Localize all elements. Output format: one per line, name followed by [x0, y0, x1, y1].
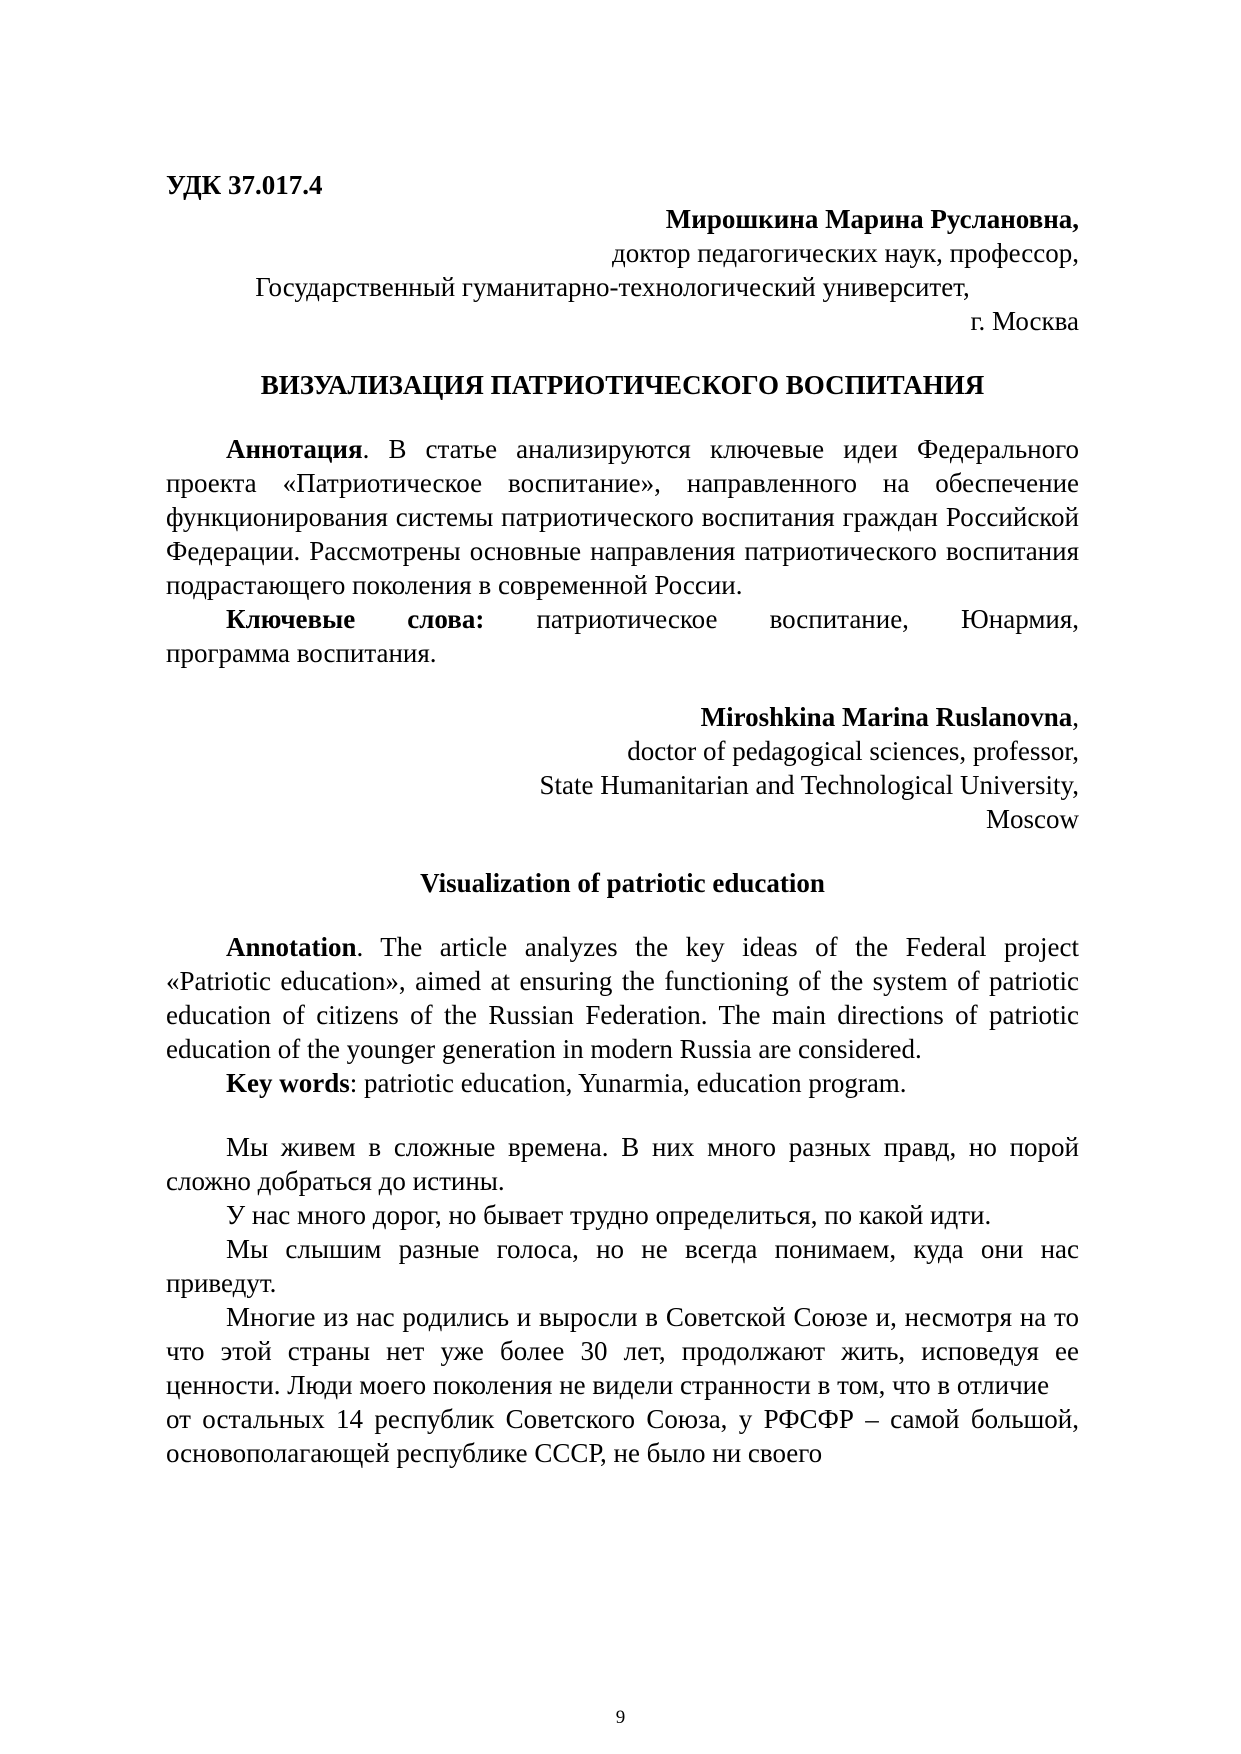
ru-keywords-line1: патриотическое воспитание, Юнармия,	[536, 604, 1080, 634]
en-annotation	[166, 930, 1079, 1066]
en-author-name: Miroshkina Marina Ruslanovna	[700, 702, 1073, 732]
en-keywords-label: Key words	[226, 1068, 350, 1098]
en-author-degree: doctor of pedagogical sciences, professor,	[627, 736, 1079, 766]
en-author-block	[166, 700, 1079, 836]
en-author-name-line	[166, 700, 1079, 734]
ru-keywords-label: Ключевые слова:	[226, 604, 485, 634]
en-annotation-label: Annotation	[226, 932, 357, 962]
page-number: 9	[615, 1707, 626, 1728]
udk-code: УДК 37.017.4	[166, 170, 323, 200]
en-author-comma: ,	[1072, 702, 1079, 732]
en-author-university: State Humanitarian and Technological University,	[539, 770, 1079, 800]
body-paragraph-3: Мы слышим разные голоса, но не всегда понимаем, куда они нас приведут.	[166, 1234, 1079, 1298]
ru-annotation-label: Аннотация	[226, 434, 363, 464]
body-paragraph-5: от остальных 14 республик Советского Союза, у РФСФР – самой большой, основополагающей республике СССР, не было ни своего	[166, 1404, 1079, 1468]
ru-annotation	[166, 432, 1079, 602]
en-annotation-text: . The article analyzes the key ideas of the Federal project «Patriotic education», aimed at ensuring the functioning of the system of patriotic education of citizens of the Russian Federation. The main directions of patriotic education of the younger generation in modern Russia are considered.	[166, 932, 1079, 1064]
en-keywords	[166, 1066, 1079, 1100]
ru-article-title: ВИЗУАЛИЗАЦИЯ ПАТРИОТИЧЕСКОГО ВОСПИТАНИЯ	[260, 370, 985, 400]
ru-keywords-line2: программа воспитания.	[166, 638, 437, 668]
en-author-city: Moscow	[986, 804, 1079, 834]
body-paragraph-4: Многие из нас родились и выросли в Советской Союзе и, несмотря на то что этой страны нет уже более 30 лет, продолжают жить, исповедуя ее ценности. Люди моего поколения не видели странности в том, что в отличие	[166, 1302, 1079, 1400]
ru-author-university: Государственный гуманитарно-технологический университет,	[255, 272, 970, 302]
body-paragraph-1: Мы живем в сложные времена. В них много разных правд, но порой сложно добраться до истины.	[166, 1132, 1079, 1196]
en-article-title: Visualization of patriotic education	[420, 868, 825, 898]
en-keywords-text: : patriotic education, Yunarmia, education program.	[349, 1068, 907, 1098]
ru-author-block	[166, 202, 1079, 338]
ru-annotation-text: . В статье анализируются ключевые идеи Федерального проекта «Патриотическое воспитание», направленного на обеспечение функционирования системы патриотического воспитания граждан Российской Федерации. Рассмотрены основные направления патриотического воспитания подрастающего поколения в современной России.	[166, 434, 1079, 600]
article-page	[166, 168, 1079, 1470]
ru-author-degree: доктор педагогических наук, профессор,	[612, 238, 1079, 268]
ru-author-name: Мирошкина Марина Руслановна,	[665, 204, 1079, 234]
body-paragraph-2: У нас много дорог, но бывает трудно определиться, по какой идти.	[226, 1200, 992, 1230]
ru-author-city: г. Москва	[970, 306, 1079, 336]
ru-keywords-line	[166, 602, 1079, 636]
